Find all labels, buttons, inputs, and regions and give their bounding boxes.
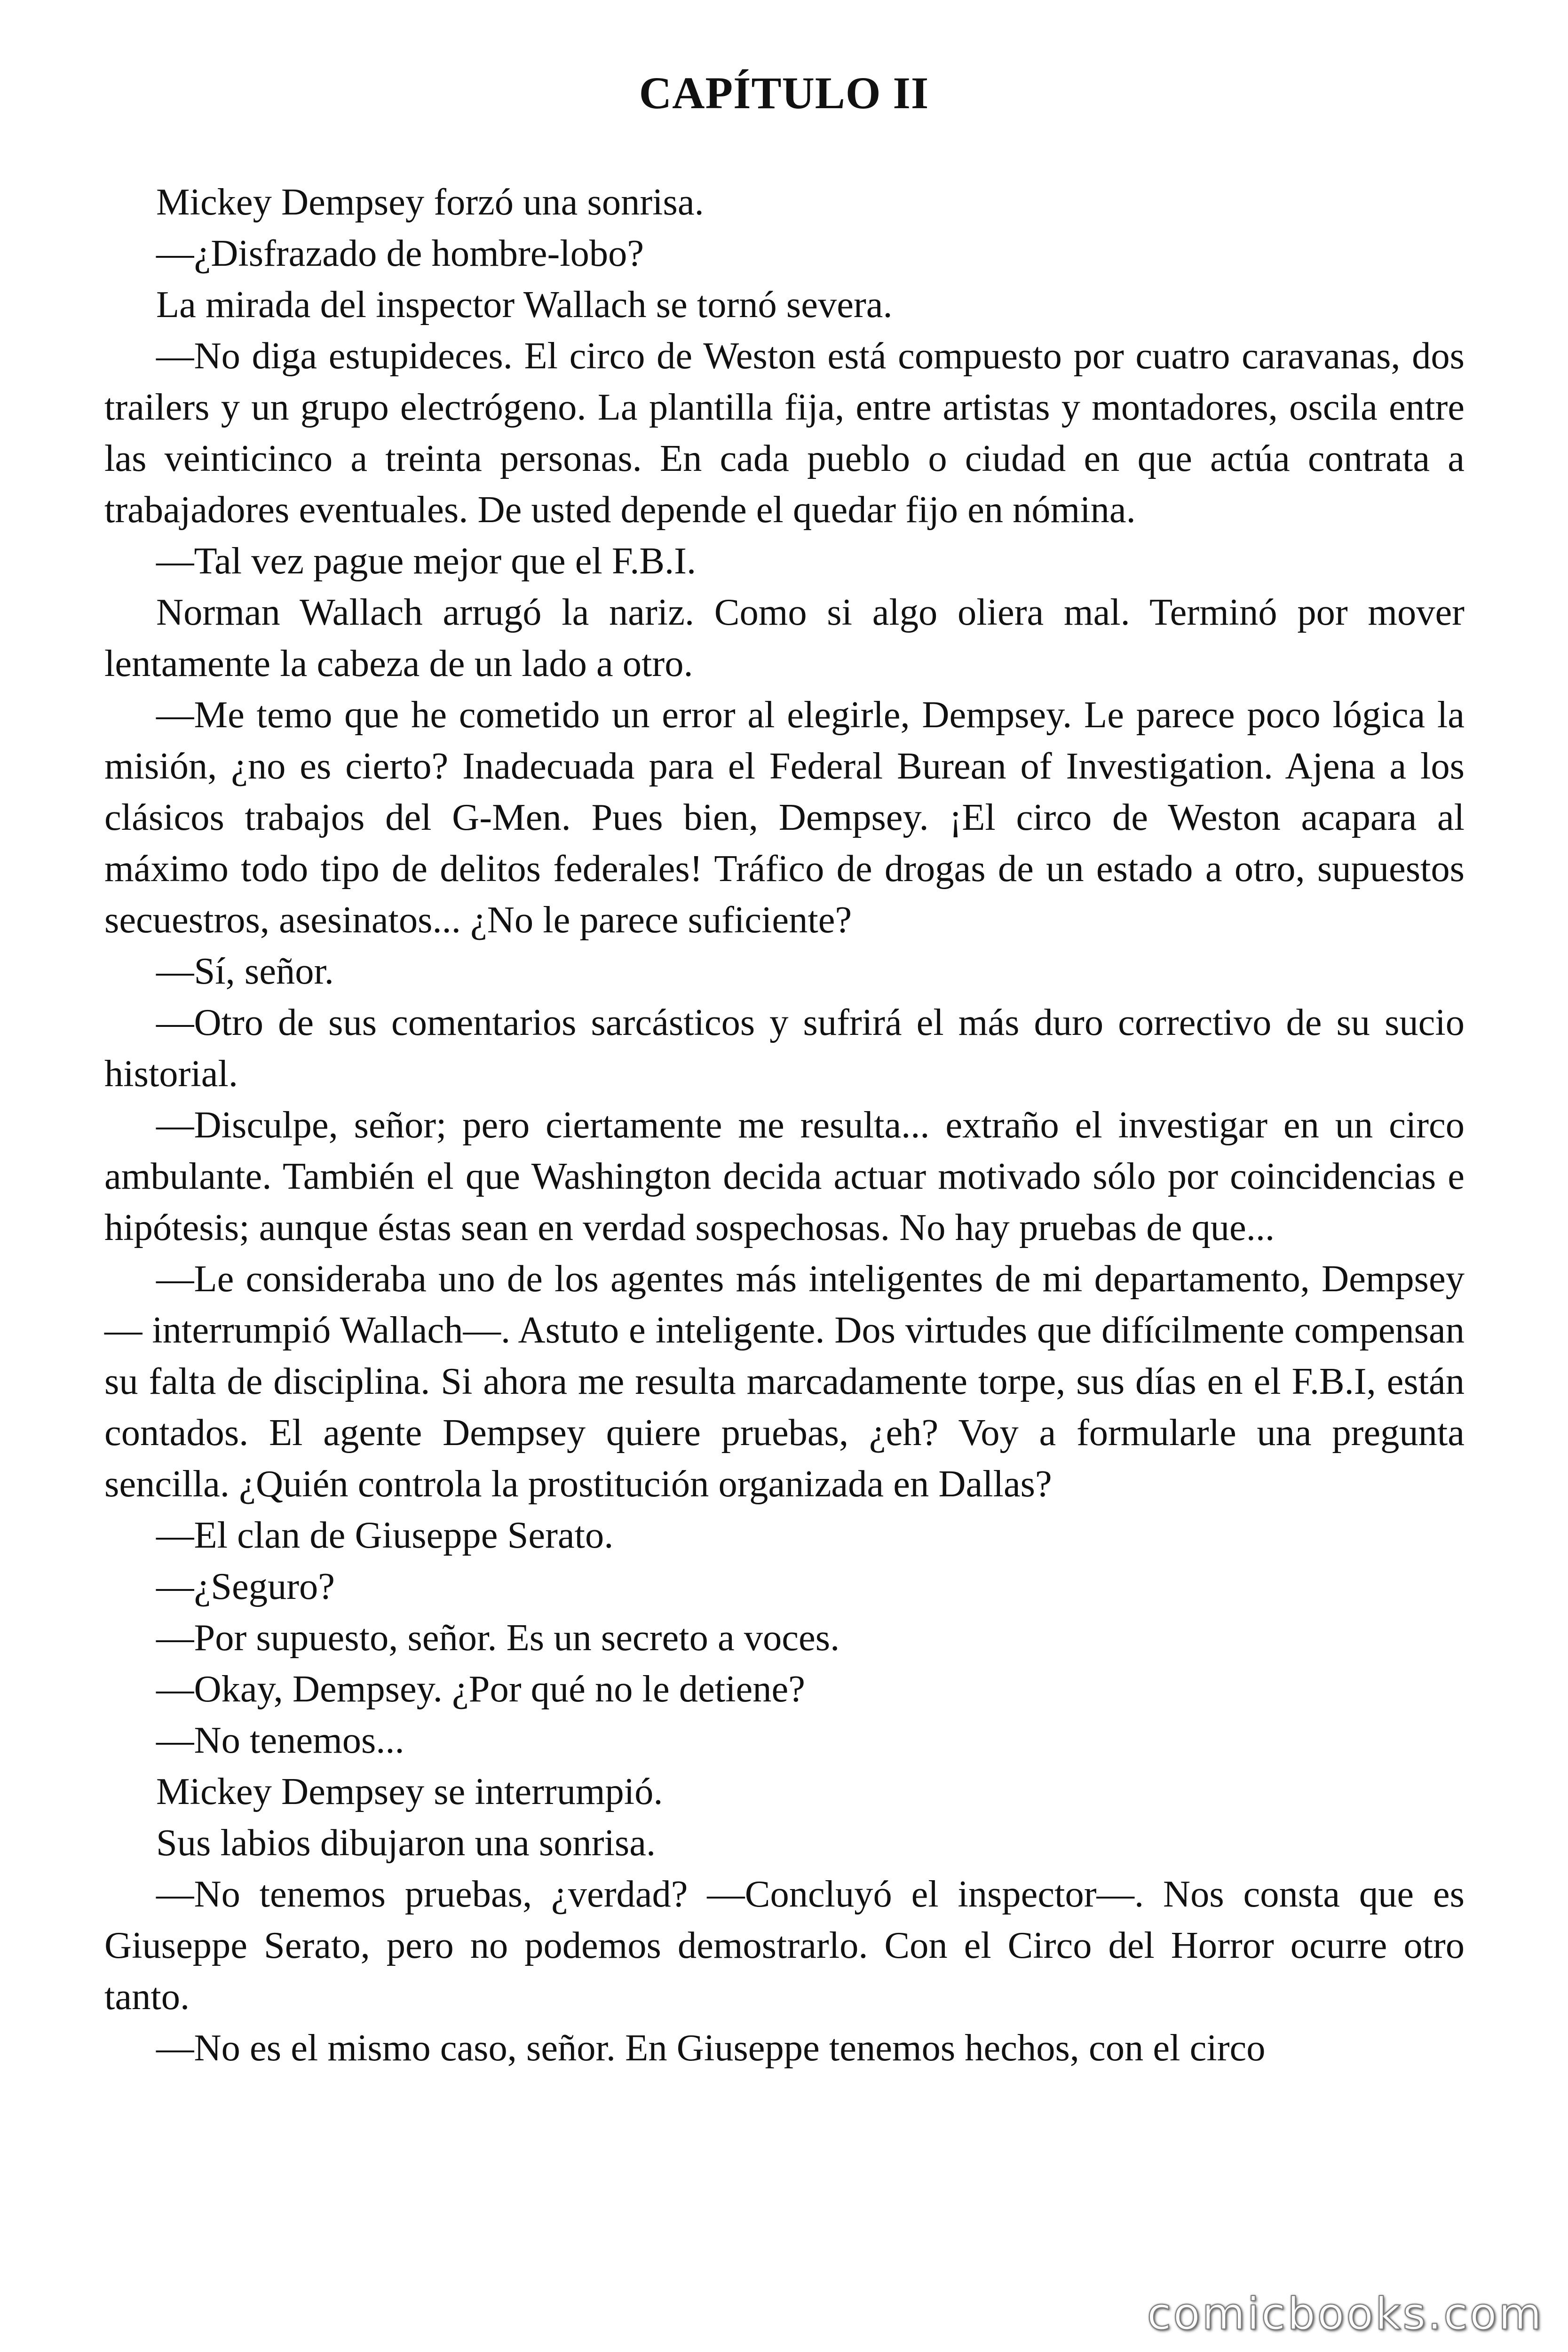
paragraph: Mickey Dempsey se interrumpió. — [156, 1771, 663, 1812]
paragraph: —Le consideraba uno de los agentes más inteligentes de mi departamento, Dempsey — interrumpió Wallach—. Astuto e inteligente. Dos virtudes que difícilmente compensan su falta de disciplina. Si ahora me resulta marcadamente torpe, sus días en el F.B.I, están contados. El agente Dempsey quiere pruebas, ¿eh? Voy a formularle una pregunta sencilla. ¿Quién controla la prostitución organizada en Dallas? — [104, 1258, 1465, 1505]
paragraph: —No tenemos pruebas, ¿verdad? —Concluyó el inspector—. Nos consta que es Giuseppe Serato, pero no podemos demostrarlo. Con el Circo del Horror ocurre otro tanto. — [104, 1873, 1465, 2018]
paragraph: —Disculpe, señor; pero ciertamente me resulta... extraño el investigar en un circo ambulante. También el que Washington decida actuar motivado sólo por coincidencias e hipótesis; aunque éstas sean en verdad sospechosas. No hay pruebas de que... — [104, 1104, 1465, 1248]
paragraph: —Sí, señor. — [156, 950, 334, 992]
paragraph: —Me temo que he cometido un error al elegirle, Dempsey. Le parece poco lógica la misión, ¿no es cierto? Inadecuada para el Federal Burean of Investigation. Ajena a los clásicos trabajos del G-Men. Pues bien, Dempsey. ¡El circo de Weston acapara al máximo todo tipo de delitos federales! Tráfico de drogas de un estado a otro, supuestos secuestros, asesinatos... ¿No le parece suficiente? — [104, 694, 1465, 941]
paragraph: —El clan de Giuseppe Serato. — [156, 1514, 614, 1556]
paragraph: —No tenemos... — [156, 1719, 404, 1761]
paragraph: —¿Seguro? — [156, 1565, 335, 1607]
paragraph: —No es el mismo caso, señor. En Giuseppe tenemos hechos, con el circo — [156, 2027, 1266, 2069]
paragraph: Sus labios dibujaron una sonrisa. — [156, 1822, 656, 1864]
watermark: comicbooks.com — [1147, 2288, 1544, 2340]
paragraph: —¿Disfrazado de hombre-lobo? — [156, 232, 644, 274]
paragraph: La mirada del inspector Wallach se tornó severa. — [156, 284, 893, 326]
paragraph: Norman Wallach arrugó la nariz. Como si algo oliera mal. Terminó por mover lentamente la cabeza de un lado a otro. — [104, 591, 1465, 684]
paragraph: —No diga estupideces. El circo de Weston está compuesto por cuatro caravanas, dos trailers y un grupo electrógeno. La plantilla fija, entre artistas y montadores, oscila entre las veinticinco a treinta personas. En cada pueblo o ciudad en que actúa contrata a trabajadores eventuales. De usted depende el quedar fijo en nómina. — [104, 335, 1465, 531]
chapter-body — [104, 176, 1465, 2074]
chapter-title: CAPÍTULO II — [639, 68, 929, 118]
paragraph: —Tal vez pague mejor que el F.B.I. — [156, 540, 697, 582]
paragraph: —Otro de sus comentarios sarcásticos y sufrirá el más duro correctivo de su sucio historial. — [104, 1001, 1465, 1095]
paragraph: —Okay, Dempsey. ¿Por qué no le detiene? — [156, 1668, 805, 1710]
paragraph: Mickey Dempsey forzó una sonrisa. — [156, 181, 704, 223]
paragraph: —Por supuesto, señor. Es un secreto a voces. — [156, 1617, 840, 1659]
